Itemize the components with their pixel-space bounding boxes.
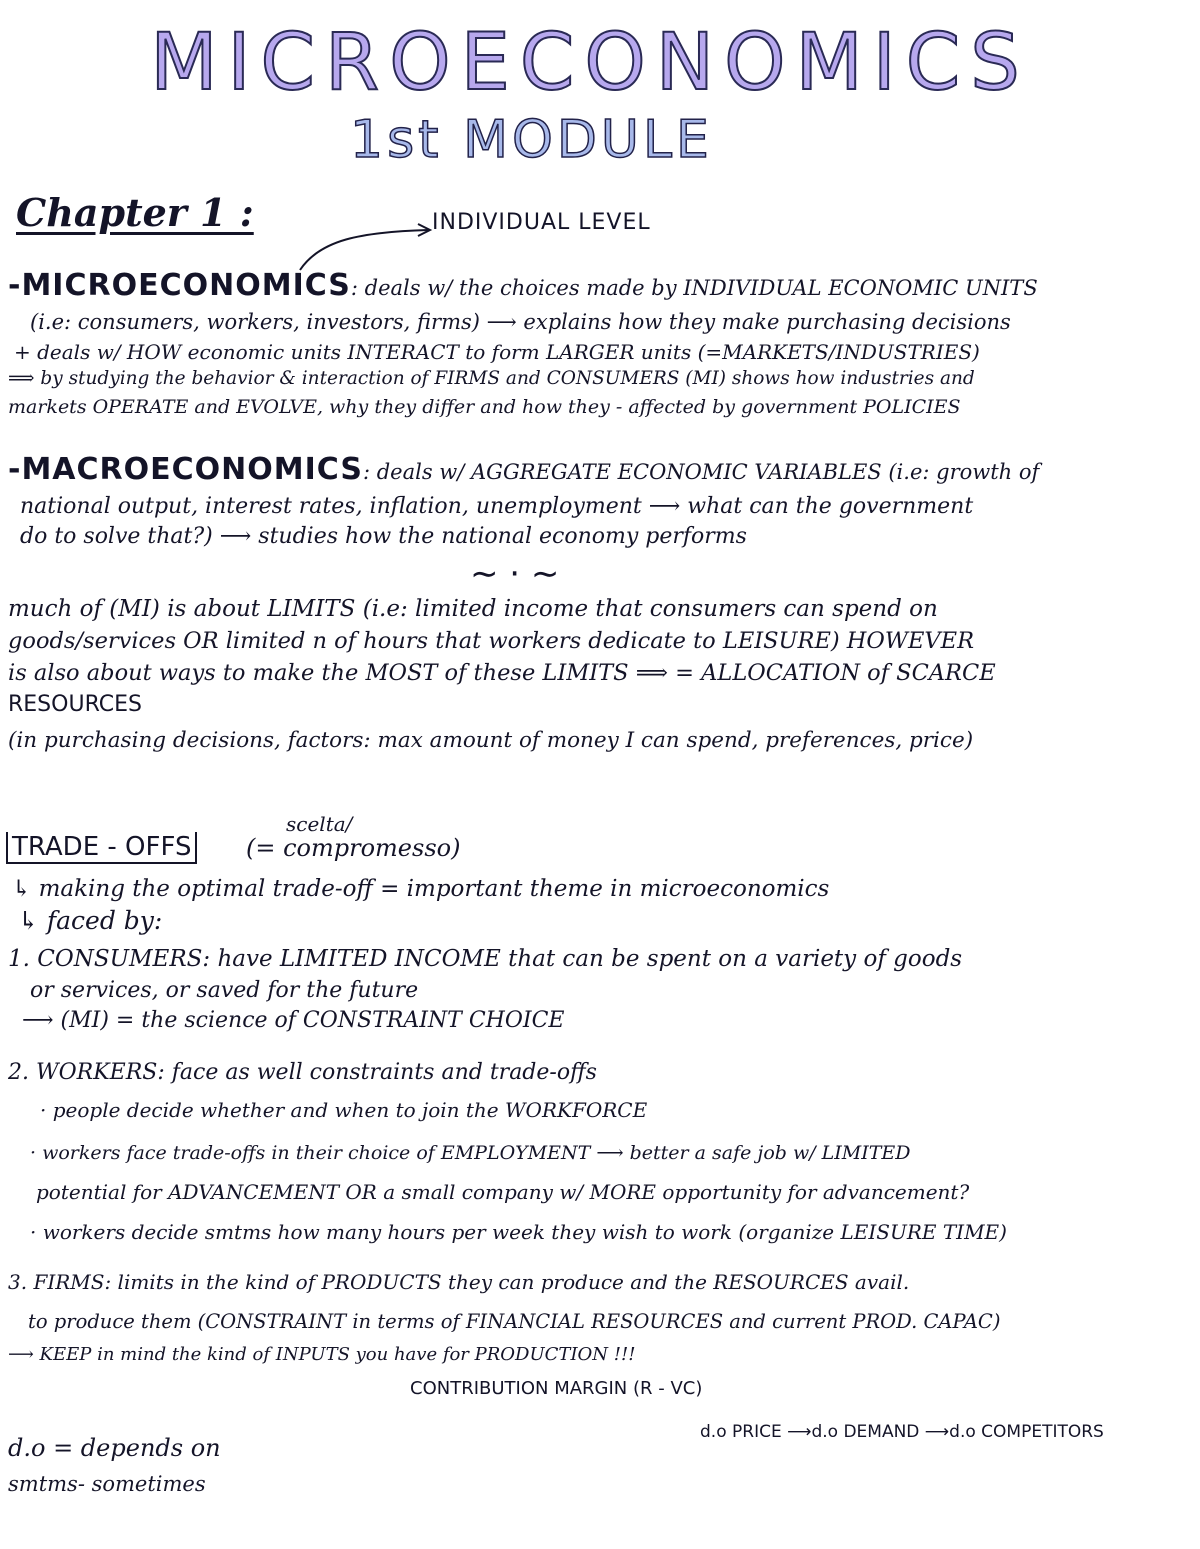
limits-line-5: (in purchasing decisions, factors: max amount of money I can spend, preferences, price) xyxy=(8,728,974,753)
footnote-line-2: smtms- sometimes xyxy=(8,1472,206,1496)
micro-line-1 xyxy=(8,268,1038,303)
limits-line-3: is also about ways to make the MOST of these LIMITS ⟹ = ALLOCATION of SCARCE xyxy=(8,660,996,686)
micro-line-1-text: : deals w/ the choices made by INDIVIDUAL ECONOMIC UNITS xyxy=(350,276,1038,300)
page-subtitle: 1st MODULE xyxy=(350,110,713,170)
workers-line-2: · people decide whether and when to join the WORKFORCE xyxy=(40,1098,648,1122)
consumers-line-3: ⟶ (MI) = the science of CONSTRAINT CHOICE xyxy=(22,1008,565,1033)
limits-line-1: much of (MI) is about LIMITS (i.e: limited income that consumers can spend on xyxy=(8,596,938,622)
macro-line-2: national output, interest rates, inflation, unemployment ⟶ what can the government xyxy=(20,494,974,519)
workers-line-5: · workers decide smtms how many hours per week they wish to work (organize LEISURE TIME) xyxy=(30,1220,1007,1244)
micro-heading: -MICROECONOMICS xyxy=(8,268,351,303)
macro-line-1 xyxy=(8,452,1039,487)
tradeoffs-note-top: scelta/ xyxy=(286,812,353,836)
tradeoffs-line-2: ↳ faced by: xyxy=(18,906,163,935)
chapter-heading: Chapter 1 : xyxy=(16,190,254,235)
limits-line-4: RESOURCES xyxy=(8,692,142,717)
firms-line-2: to produce them (CONSTRAINT in terms of FINANCIAL RESOURCES and current PROD. CAPAC) xyxy=(28,1310,1001,1333)
firms-line-3: ⟶ KEEP in mind the kind of INPUTS you have for PRODUCTION !!! xyxy=(8,1344,636,1365)
workers-line-3: · workers face trade-offs in their choice of EMPLOYMENT ⟶ better a safe job w/ LIMITED xyxy=(30,1142,911,1164)
micro-line-2: (i.e: consumers, workers, investors, firms) ⟶ explains how they make purchasing decisions xyxy=(30,310,1011,334)
individual-level-annotation: INDIVIDUAL LEVEL xyxy=(432,210,651,235)
micro-line-5: markets OPERATE and EVOLVE, why they differ and how they - affected by government POLICIES xyxy=(8,396,961,418)
consumers-line-1: 1. CONSUMERS: have LIMITED INCOME that can be spent on a variety of goods xyxy=(8,946,963,972)
footnote-line-1: d.o = depends on xyxy=(8,1434,221,1462)
macro-line-3: do to solve that?) ⟶ studies how the national economy performs xyxy=(20,524,747,549)
macro-line-1-text: : deals w/ AGGREGATE ECONOMIC VARIABLES (i.e: growth of xyxy=(362,460,1040,484)
micro-line-4: ⟹ by studying the behavior & interaction of FIRMS and CONSUMERS (MI) shows how industries and xyxy=(8,368,975,389)
individual-level-arrow xyxy=(300,230,428,270)
tradeoffs-line-1: ↳ making the optimal trade-off = important theme in microeconomics xyxy=(12,876,830,902)
section-divider: ∼ · ∼ xyxy=(470,554,560,594)
micro-line-3: + deals w/ HOW economic units INTERACT to form LARGER units (=MARKETS/INDUSTRIES) xyxy=(14,340,980,364)
firms-line-4: CONTRIBUTION MARGIN (R - VC) xyxy=(410,1378,703,1399)
firms-line-1: 3. FIRMS: limits in the kind of PRODUCTS they can produce and the RESOURCES avail. xyxy=(8,1270,910,1294)
limits-line-2: goods/services OR limited n of hours that workers dedicate to LEISURE) HOWEVER xyxy=(8,628,975,654)
workers-line-1: 2. WORKERS: face as well constraints and trade-offs xyxy=(8,1060,597,1085)
tradeoffs-note-bottom: (= compromesso) xyxy=(246,834,461,862)
macro-heading: -MACROECONOMICS xyxy=(8,452,363,487)
tradeoffs-box: TRADE - OFFS xyxy=(6,832,197,864)
page-title: MICROECONOMICS xyxy=(150,18,1030,108)
workers-line-4: potential for ADVANCEMENT OR a small company w/ MORE opportunity for advancement? xyxy=(36,1180,970,1204)
consumers-line-2: or services, or saved for the future xyxy=(30,978,419,1003)
firms-line-5: d.o PRICE ⟶d.o DEMAND ⟶d.o COMPETITORS xyxy=(700,1422,1104,1442)
